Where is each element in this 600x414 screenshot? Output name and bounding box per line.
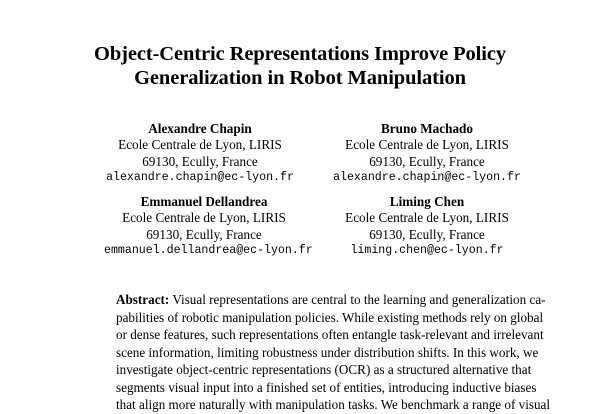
author-affiliation: Ecole Centrale de Lyon, LIRIS: [122, 210, 286, 226]
author-email: alexandre.chapin@ec-lyon.fr: [106, 171, 294, 185]
paper-title-line-2: Generalization in Robot Manipulation: [134, 67, 466, 89]
abstract-line: investigate object-centric representations (OCR) as a structured alternative that: [116, 362, 532, 377]
author-block-3: [104, 194, 313, 260]
author-name: Alexandre Chapin: [148, 121, 252, 136]
author-affiliation: Ecole Centrale de Lyon, LIRIS: [345, 210, 509, 226]
author-address: 69130, Ecully, France: [146, 226, 262, 242]
author-block-2: [322, 121, 532, 187]
abstract-line: segments visual input into a finished set of entities, introducing inductive biases: [116, 379, 537, 395]
author-address: 69130, Ecully, France: [369, 226, 485, 242]
author-address: 69130, Ecully, France: [369, 153, 485, 169]
author-block-1: [100, 121, 300, 187]
author-affiliation: Ecole Centrale de Lyon, LIRIS: [118, 137, 282, 153]
author-address: 69130, Ecully, France: [142, 153, 258, 169]
author-name: Liming Chen: [389, 194, 465, 209]
paper-title-line-1: Object-Centric Representations Improve Policy: [93, 43, 507, 65]
author-affiliation: Ecole Centrale de Lyon, LIRIS: [345, 137, 509, 153]
abstract-line: scene information, limiting robustness under distribution shifts. In this work, we: [116, 344, 539, 360]
author-email: emmanuel.dellandrea@ec-lyon.fr: [104, 244, 313, 258]
abstract-label: Abstract:: [116, 292, 170, 307]
abstract-line: pabilities of robotic manipulation policies. While existing methods rely on global: [116, 309, 544, 325]
abstract-line: that align more naturally with manipulation tasks. We benchmark a range of visual: [116, 397, 551, 412]
abstract-line: or dense features, such representations often entangle task-relevant and irrelevant: [116, 327, 544, 342]
author-block-4: [338, 194, 516, 260]
author-email: liming.chen@ec-lyon.fr: [350, 244, 504, 258]
paper-title: [0, 42, 600, 90]
abstract-line: [116, 291, 546, 309]
author-name: Emmanuel Dellandrea: [140, 194, 268, 209]
author-name: Bruno Machado: [381, 121, 473, 136]
author-email: alexandre.chapin@ec-lyon.fr: [333, 171, 521, 185]
abstract-line-text: Visual representations are central to the learning and generalization ca-: [172, 292, 546, 307]
abstract: [116, 291, 551, 414]
